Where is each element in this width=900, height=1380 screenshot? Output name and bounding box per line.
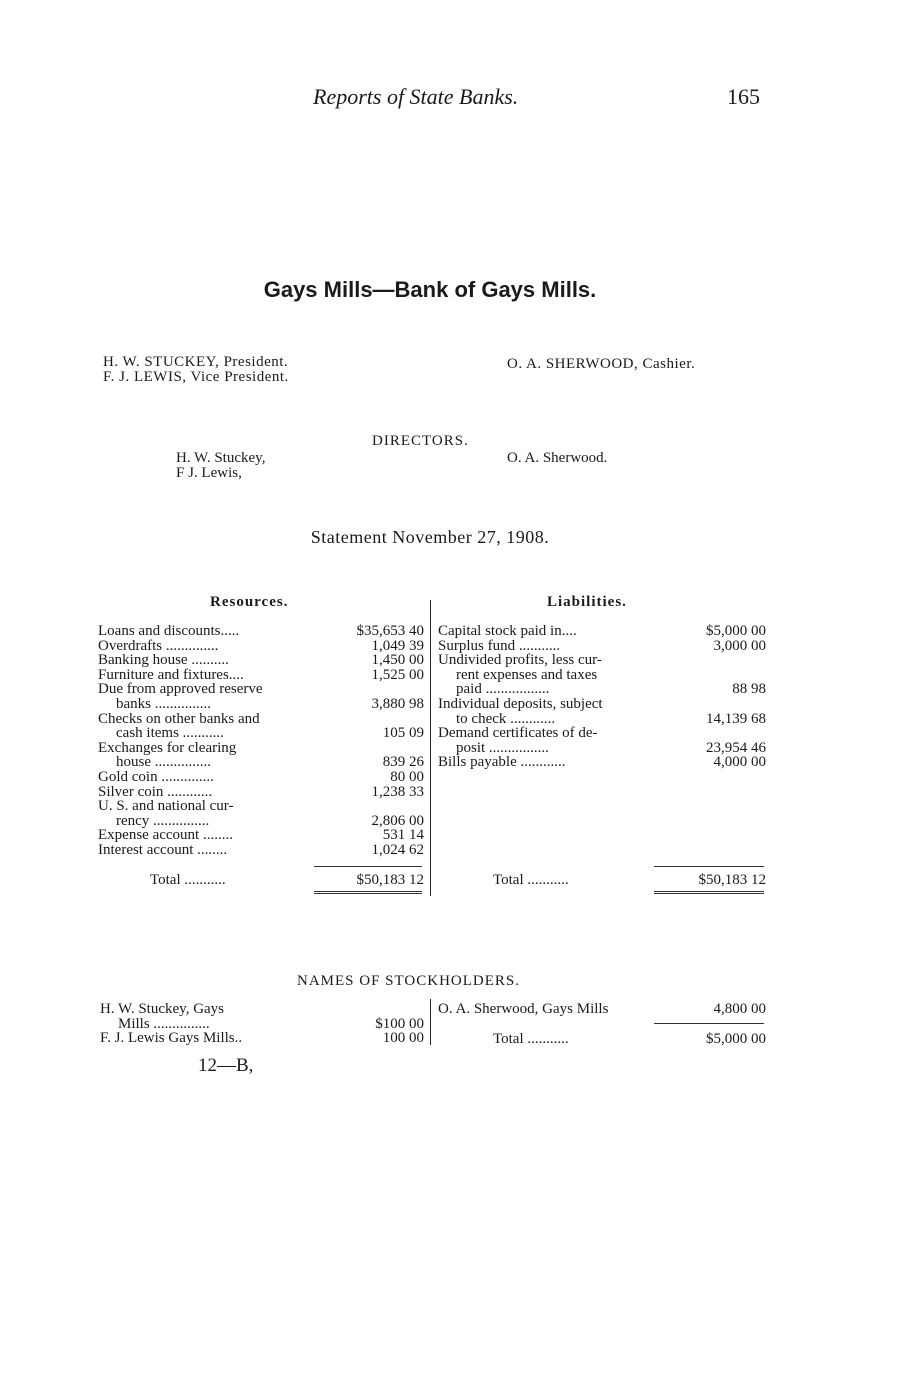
resource-item-label: house ...............	[116, 754, 211, 771]
liability-item-label: Bills payable ............	[438, 754, 566, 771]
director-name: H. W. Stuckey,	[176, 450, 266, 466]
liability-item-amount: 23,954 46	[706, 739, 766, 756]
running-title: Reports of State Banks.	[313, 84, 519, 109]
liability-item-amount: 14,139 68	[706, 710, 766, 727]
liabilities-total-rule	[654, 866, 764, 867]
resource-item-label: Checks on other banks and	[98, 710, 260, 727]
liability-item-label: rent expenses and taxes	[456, 666, 598, 683]
liability-item-label: Capital stock paid in....	[438, 623, 577, 639]
resource-item-label: Interest account ........	[98, 842, 228, 858]
resource-item-amount: 3,880 98	[371, 696, 424, 712]
liabilities-total: $50,183 12	[698, 872, 766, 888]
stockholder-label: Mills ...............	[118, 1015, 210, 1032]
stockholders-total-label: Total ...........	[493, 1031, 569, 1047]
resources-total: $50,183 12	[356, 872, 424, 888]
liability-item-label: Individual deposits, subject	[438, 696, 603, 712]
resource-item-label: rency ...............	[116, 812, 210, 829]
resource-item-label: Due from approved reserve	[98, 681, 263, 698]
liability-item-label: posit ................	[456, 739, 549, 756]
cashier: O. A. SHERWOOD, Cashier.	[507, 356, 696, 372]
directors-heading: DIRECTORS.	[372, 433, 469, 449]
stockholder-label: F. J. Lewis Gays Mills..	[100, 1030, 243, 1047]
stockholders-heading: NAMES OF STOCKHOLDERS.	[297, 973, 521, 989]
resources-total-rule	[314, 866, 422, 867]
resource-item-amount: 1,525 00	[371, 666, 424, 683]
resource-item-amount: 2,806 00	[371, 812, 424, 829]
signature-mark: 12—B,	[198, 1055, 254, 1076]
resources-heading: Resources.	[210, 594, 289, 610]
resources-double-rule	[314, 891, 422, 894]
resource-item-label: Silver coin ............	[98, 783, 213, 800]
resource-item-label: Expense account ........	[98, 827, 233, 844]
resource-item-amount: 1,450 00	[371, 652, 424, 669]
resource-item-amount: 80 00	[390, 769, 424, 785]
stockholder-amount: 4,800 00	[713, 1001, 766, 1017]
director-name: F J. Lewis,	[176, 465, 242, 481]
stockholders-total-rule	[654, 1023, 764, 1024]
resource-item-label: cash items ...........	[116, 725, 224, 742]
stockholders-divider	[430, 999, 431, 1045]
liability-item-amount: 88 98	[732, 681, 766, 698]
page-number: 165	[727, 84, 760, 109]
liability-item-label: Undivided profits, less cur-	[438, 652, 602, 669]
stockholder-label: H. W. Stuckey, Gays	[100, 1001, 225, 1017]
liability-item-label: Demand certificates of de-	[438, 725, 598, 742]
resource-item-label: Loans and discounts.....	[98, 623, 240, 639]
stockholder-amount: 100 00	[382, 1030, 424, 1047]
liabilities-total-label: Total ...........	[493, 872, 569, 888]
resources-total-label: Total ...........	[150, 872, 226, 888]
resource-item-amount: 105 09	[382, 725, 424, 742]
liabilities-heading: Liabilities.	[547, 594, 627, 610]
resource-item-amount: 1,024 62	[371, 842, 424, 858]
vice-president: F. J. LEWIS, Vice President.	[103, 369, 289, 385]
column-divider	[430, 600, 431, 896]
stockholders-total: $5,000 00	[706, 1031, 766, 1047]
liability-item-label: Surplus fund ...........	[438, 637, 561, 654]
resource-item-label: U. S. and national cur-	[98, 798, 234, 815]
liability-item-amount: $5,000 00	[706, 623, 766, 639]
resource-item-label: Exchanges for clearing	[98, 739, 237, 756]
liability-item-amount: 3,000 00	[713, 637, 766, 654]
resource-item-amount: 1,238 33	[371, 783, 424, 800]
resource-item-label: Overdrafts ..............	[98, 637, 219, 654]
liability-item-label: to check ............	[456, 710, 556, 727]
resource-item-label: Gold coin ..............	[98, 769, 214, 785]
liability-item-label: paid .................	[456, 681, 550, 698]
bank-title: Gays Mills—Bank of Gays Mills.	[263, 277, 597, 302]
resource-item-amount: 1,049 39	[371, 637, 424, 654]
statement-title: Statement November 27, 1908.	[310, 527, 550, 547]
resource-item-amount: 839 26	[382, 754, 424, 771]
director-name: O. A. Sherwood.	[507, 450, 608, 466]
liability-item-amount: 4,000 00	[713, 754, 766, 771]
president: H. W. STUCKEY, President.	[103, 354, 289, 370]
resource-item-amount: $35,653 40	[356, 623, 424, 639]
resource-item-label: banks ...............	[116, 696, 211, 712]
stockholder-amount: $100 00	[375, 1015, 424, 1032]
stockholder-label: O. A. Sherwood, Gays Mills	[438, 1001, 609, 1017]
resource-item-amount: 531 14	[382, 827, 424, 844]
resource-item-label: Banking house ..........	[98, 652, 229, 669]
liabilities-double-rule	[654, 891, 764, 894]
resource-item-label: Furniture and fixtures....	[98, 666, 244, 683]
